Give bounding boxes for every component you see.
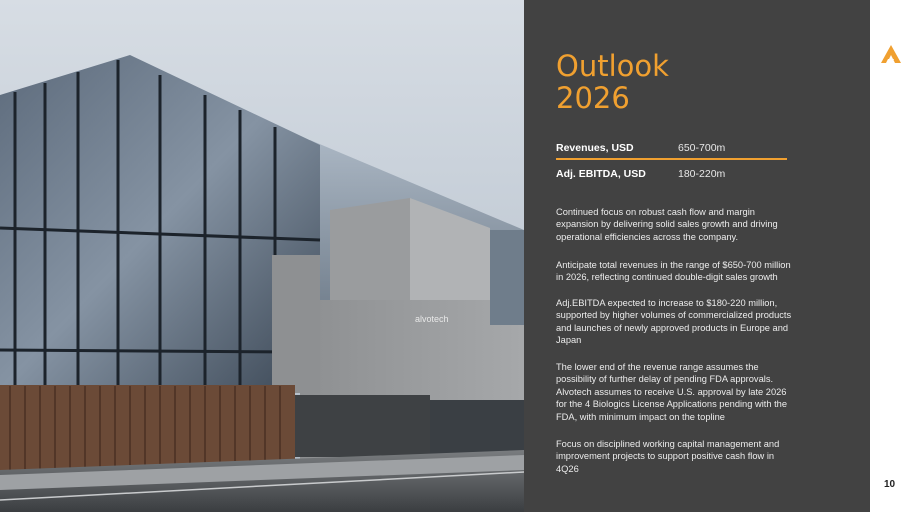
building-sign: alvotech [415,314,449,324]
paragraph-revenues: Anticipate total revenues in the range of $650-700 million in 2026, reflecting continued double-digit sales growth [556,260,791,283]
divider [556,158,787,160]
metric-adj-ebitda [556,168,725,180]
metric-label: Revenues, USD [556,142,634,154]
title-line-2: 2026 [556,81,630,115]
paragraph-fda: The lower end of the revenue range assumes the possibility of further delay of pending FDA approvals. Alvotech assumes to receive U.S. approval by late 2026 for the 4 Biologics License Applications pending with the FDA, with minimum impact on the topline [556,362,788,422]
alvotech-logo-icon [880,44,902,64]
page-title [556,50,669,114]
outlook-panel [524,0,870,512]
paragraph-cash-flow: Continued focus on robust cash flow and margin expansion by delivering solid sales growth and driving operational efficiencies across the company. [556,207,778,242]
page-number: 10 [884,479,896,490]
metric-revenues [556,142,725,154]
metric-value: 650-700m [678,142,726,154]
metric-value: 180-220m [678,168,726,180]
paragraph-working-capital: Focus on disciplined working capital management and improvement projects to support positive cash flow in 4Q26 [556,439,780,474]
paragraph-ebitda: Adj.EBITDA expected to increase to $180-220 million, supported by higher volumes of commercialized products and launches of newly approved products in Europe and Japan [556,298,792,346]
title-line-1: Outlook [556,49,669,83]
metric-label: Adj. EBITDA, USD [556,168,646,180]
